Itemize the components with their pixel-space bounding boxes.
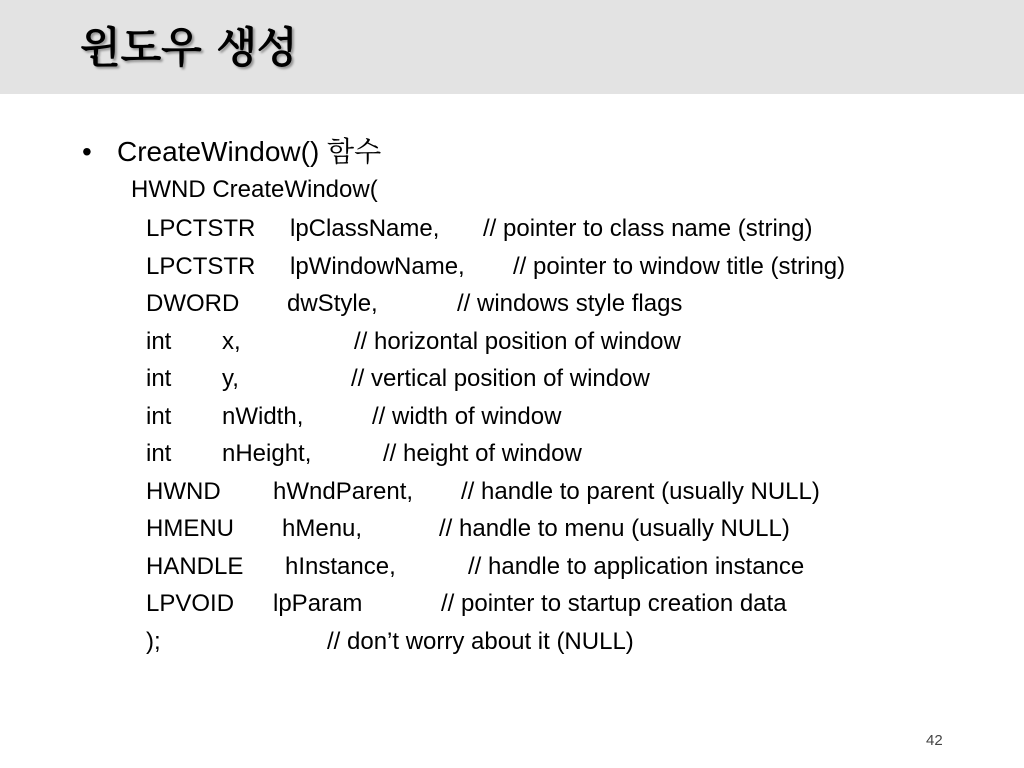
param-name: lpParam: [273, 590, 363, 617]
code-header: HWND CreateWindow(: [131, 176, 378, 203]
param-type: LPCTSTR: [146, 253, 256, 280]
bullet-marker: •: [82, 136, 92, 167]
param-name: lpClassName,: [290, 215, 440, 242]
param-type: LPVOID: [146, 590, 235, 617]
param-name: lpWindowName,: [290, 253, 465, 280]
param-comment: // vertical position of window: [351, 365, 650, 392]
param-type: int: [146, 365, 172, 392]
param-comment: // height of window: [383, 440, 582, 467]
param-name: hMenu,: [282, 515, 363, 542]
param-name: y,: [222, 365, 239, 392]
code-closing-comment: // don’t worry about it (NULL): [327, 628, 634, 655]
param-comment: // windows style flags: [457, 290, 683, 317]
title-bar: [0, 0, 1024, 94]
param-name: dwStyle,: [287, 290, 378, 317]
param-name: nWidth,: [222, 403, 304, 430]
code-closing: );: [146, 628, 161, 655]
param-name: hWndParent,: [273, 478, 414, 505]
slide-title: 윈도우 생성: [80, 23, 298, 72]
param-comment: // pointer to window title (string): [513, 253, 846, 280]
param-type: int: [146, 440, 172, 467]
param-name: hInstance,: [285, 553, 396, 580]
param-type: HANDLE: [146, 553, 244, 580]
param-type: DWORD: [146, 290, 240, 317]
param-comment: // pointer to startup creation data: [441, 590, 787, 617]
page-number: 42: [926, 732, 943, 749]
param-comment: // handle to menu (usually NULL): [439, 515, 790, 542]
param-type: HWND: [146, 478, 221, 505]
param-type: int: [146, 403, 172, 430]
param-comment: // handle to application instance: [468, 553, 805, 580]
param-type: HMENU: [146, 515, 234, 542]
param-comment: // horizontal position of window: [354, 328, 681, 355]
param-name: x,: [222, 328, 241, 355]
param-comment: // pointer to class name (string): [483, 215, 813, 242]
param-type: LPCTSTR: [146, 215, 256, 242]
bullet-text: CreateWindow() 함수: [117, 136, 382, 167]
param-name: nHeight,: [222, 440, 312, 467]
param-comment: // handle to parent (usually NULL): [461, 478, 820, 505]
param-type: int: [146, 328, 172, 355]
param-comment: // width of window: [372, 403, 562, 430]
